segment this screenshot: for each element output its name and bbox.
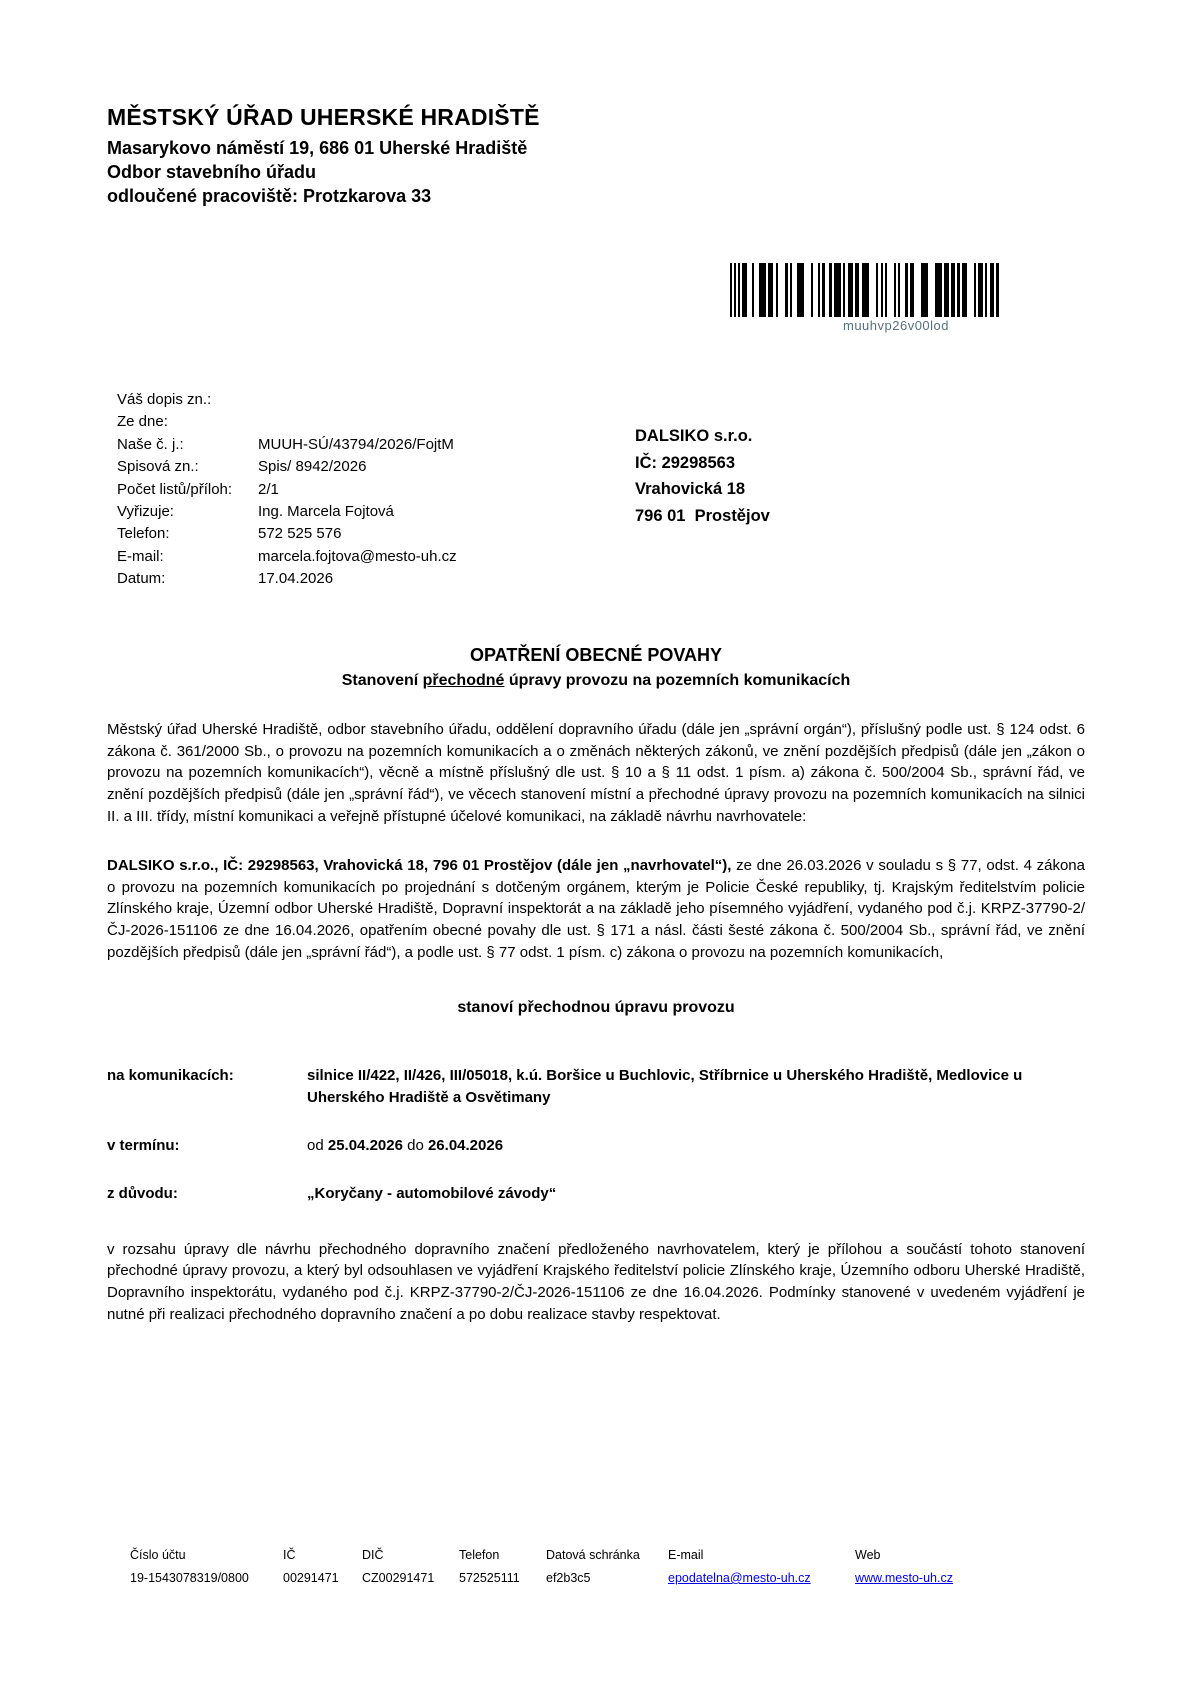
term-period-middle: do <box>402 1136 428 1154</box>
ref-label: Váš dopis zn.: <box>117 391 212 408</box>
terms-section <box>107 1065 1085 1205</box>
footer-label: Telefon <box>459 1548 500 1562</box>
document-subtitle <box>107 670 1085 692</box>
ref-label: Datum: <box>117 570 166 588</box>
office-department: Odbor stavebního úřadu <box>107 162 317 182</box>
footer-web-link[interactable]: www.mesto-uh.cz <box>855 1571 953 1585</box>
paragraph-applicant <box>107 855 1085 963</box>
footer-value-databox: ef2b3c5 <box>546 1571 591 1585</box>
footer-label: Číslo účtu <box>130 1548 186 1562</box>
ref-label: Telefon: <box>117 525 170 543</box>
letterhead <box>107 104 540 208</box>
subtitle-after: úpravy provozu na pozemních komunikacích <box>504 671 851 689</box>
term-period-prefix: od <box>307 1136 328 1154</box>
footer-label: Datová schránka <box>546 1548 640 1562</box>
subtitle-before: Stanovení <box>341 671 423 689</box>
footer-label: IČ <box>283 1548 296 1562</box>
recipient-block <box>635 423 770 529</box>
footer-col-phone <box>459 1548 546 1585</box>
term-reason-label: z důvodu: <box>107 1184 178 1202</box>
footer-col-account <box>130 1548 283 1585</box>
recipient-name: DALSIKO s.r.o. <box>635 427 753 445</box>
footer-col-email <box>668 1548 855 1585</box>
paragraph-authority: Městský úřad Uherské Hradiště, odbor stavebního úřadu, oddělení dopravního úřadu (dále jen „správní orgán“), příslušný podle ust. § 124 odst. 6 zákona č. 361/2000 Sb., o provozu na pozemních komunikacích a o změnách některých zákonů, ve znění pozdějších předpisů (dále jen „zákon o provozu na pozemních komunikacích“), věcně a místně příslušný dle ust. § 10 a § 11 odst. 1 písm. a) zákona č. 500/2004 Sb., správní řád, ve znění pozdějších předpisů (dále jen „správní řád“), ve věcech stanovení místní a přechodné úpravy provozu na pozemních komunikacích na silnici II. a III. třídy, místní komunikaci a veřejně přístupné účelové komunikaci, na základě návrhu navrhovatele: <box>107 721 1085 825</box>
barcode-block <box>730 263 1002 333</box>
ref-value: marcela.fojtova@mesto-uh.cz <box>258 547 457 565</box>
applicant-rest: ze dne 26.03.2026 v souladu s § 77, odst. 4 zákona o provozu na pozemních komunikacích po projednání s dotčeným orgánem, kterým je Policie České republiky, tj. Krajským ředitelstvím policie Zlínského kraje, Územní odbor Uherské Hradiště, Dopravní inspektorát a na základě jeho písemného vyjádření, vydaného pod č.j. KRPZ-37790-2/ČJ-2026-151106 ze dne 16.04.2026, opatřením obecné povahy dle ust. § 171 a násl. části šesté zákona č. 500/2004 Sb., správní řád, ve znění pozdějších předpisů (dále jen „správní řád“), a podle ust. § 77 odst. 1 písm. c) zákona o provozu na pozemních komunikacích, <box>107 857 1085 961</box>
term-period-to-date: 26.04.2026 <box>427 1136 504 1154</box>
footer-email-link[interactable]: epodatelna@mesto-uh.cz <box>668 1571 811 1585</box>
ref-row-spisova-zn <box>117 458 457 480</box>
office-address: Masarykovo náměstí 19, 686 01 Uherské Hradiště <box>107 138 528 158</box>
term-reason-value: „Koryčany - automobilové závody“ <box>307 1184 557 1202</box>
ref-value: MUUH-SÚ/43794/2026/FojtM <box>258 435 454 453</box>
term-roads-label: na komunikacích: <box>107 1066 234 1084</box>
term-period <box>107 1135 1085 1157</box>
barcode <box>730 263 1002 317</box>
ref-row-telefon <box>117 525 457 547</box>
ref-row-email <box>117 548 457 570</box>
applicant-bold-lead: DALSIKO s.r.o., IČ: 29298563, Vrahovická 18, 796 01 Prostějov (dále jen „navrhovatel“), <box>107 857 732 875</box>
footer-value-ic: 00291471 <box>283 1571 339 1585</box>
term-period-value <box>307 1135 503 1157</box>
term-period-label: v termínu: <box>107 1136 180 1154</box>
ref-label: Vyřizuje: <box>117 502 174 520</box>
paragraph-closing: v rozsahu úpravy dle návrhu přechodného dopravního značení předloženého navrhovatelem, který je přílohou a součástí tohoto stanovení přechodné úpravy provozu, a který byl odsouhlasen ve vyjádření Krajského ředitelství policie Zlínského kraje, Územního odboru Uherské Hradiště, Dopravního inspektorátu, vydaného pod č.j. KRPZ-37790-2/ČJ-2026-151106 ze dne 16.04.2026. Podmínky stanovené v uvedeném vyjádření je nutné při realizaci přechodného dopravního značení a po dobu realizace stavby respektovat. <box>107 1240 1085 1323</box>
ref-row-ze-dne <box>117 413 457 435</box>
recipient-city: 796 01 Prostějov <box>635 506 770 525</box>
footer-col-databox <box>546 1548 668 1585</box>
ref-label: E-mail: <box>117 547 164 565</box>
footer-label: Web <box>855 1548 881 1562</box>
footer-label: E-mail <box>668 1548 704 1562</box>
ref-row-nase-cj <box>117 436 457 458</box>
barcode-label: muuhvp26v00lod <box>842 318 950 333</box>
ref-row-datum <box>117 570 457 592</box>
recipient-ic: IČ: 29298563 <box>635 453 735 472</box>
office-workplace: odloučené pracoviště: Protzkarova 33 <box>107 186 432 206</box>
term-roads-value: silnice II/422, II/426, III/05018, k.ú. Boršice u Buchlovic, Stříbrnice u Uherského Hradiště, Medlovice u Uherského Hradiště a Osvětimany <box>307 1066 1023 1106</box>
ref-label: Naše č. j.: <box>117 435 184 453</box>
ref-value: 17.04.2026 <box>258 570 334 588</box>
reference-block <box>117 391 457 593</box>
page-footer <box>130 1548 1005 1585</box>
ref-row-vyrizuje <box>117 503 457 525</box>
footer-value-account: 19-1543078319/0800 <box>130 1571 249 1585</box>
document-title: OPATŘENÍ OBECNÉ POVAHY <box>469 645 723 665</box>
term-reason <box>107 1183 1085 1205</box>
ref-label: Počet listů/příloh: <box>117 480 233 498</box>
footer-col-web <box>855 1548 1005 1585</box>
decision-heading: stanoví přechodnou úpravu provozu <box>457 999 735 1017</box>
office-name: MĚSTSKÝ ÚŘAD UHERSKÉ HRADIŠTĚ <box>107 104 540 130</box>
ref-value: 2/1 <box>258 480 279 498</box>
ref-row-pocet-listu <box>117 481 457 503</box>
footer-value-dic: CZ00291471 <box>362 1571 435 1585</box>
term-period-from-date: 25.04.2026 <box>327 1136 403 1154</box>
ref-value: Ing. Marcela Fojtová <box>258 502 394 520</box>
document-body <box>107 645 1085 1325</box>
term-roads <box>107 1065 1085 1109</box>
ref-value: Spis/ 8942/2026 <box>258 458 367 476</box>
subtitle-underlined-word: přechodné <box>422 671 505 689</box>
ref-row-vas-dopis <box>117 391 457 413</box>
recipient-street: Vrahovická 18 <box>635 480 746 498</box>
footer-label: DIČ <box>362 1548 384 1562</box>
ref-label: Ze dne: <box>117 413 168 431</box>
footer-col-dic <box>362 1548 459 1585</box>
footer-col-ic <box>283 1548 362 1585</box>
ref-value: 572 525 576 <box>258 525 342 543</box>
footer-value-phone: 572525111 <box>459 1571 520 1585</box>
ref-label: Spisová zn.: <box>117 458 199 476</box>
